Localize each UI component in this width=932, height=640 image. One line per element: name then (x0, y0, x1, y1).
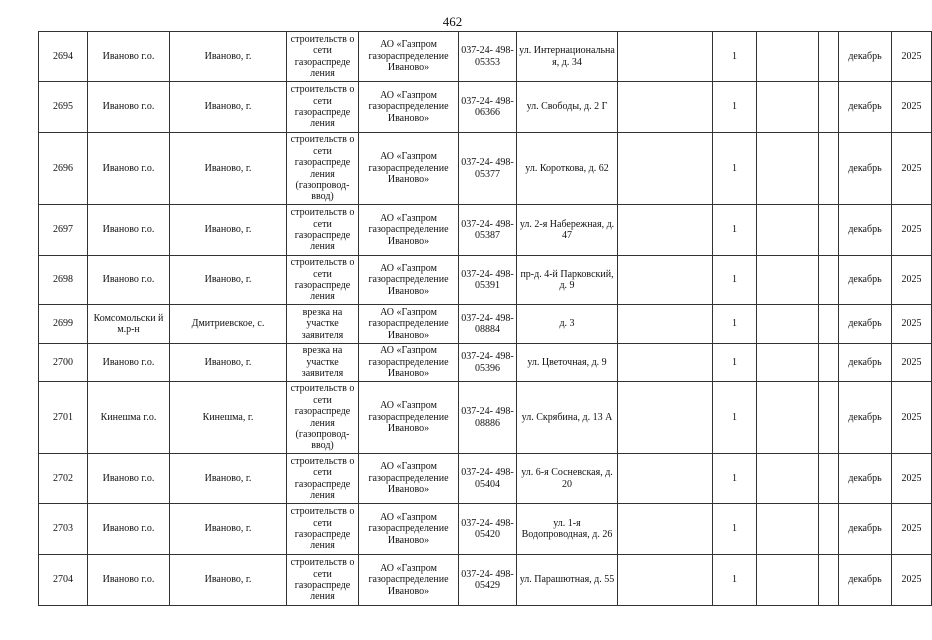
work-type-cell: врезка на участке заявителя (287, 305, 359, 344)
row-number-cell: 2695 (39, 82, 88, 133)
empty-cell (618, 555, 713, 606)
empty-cell (757, 32, 819, 82)
locality-cell: Иваново, г. (170, 82, 287, 133)
empty-cell (618, 32, 713, 82)
locality-cell: Иваново, г. (170, 205, 287, 256)
empty-cell (819, 305, 839, 344)
work-type-cell: врезка на участке заявителя (287, 344, 359, 382)
quantity-cell: 1 (713, 256, 757, 305)
empty-cell (757, 205, 819, 256)
empty-cell (618, 256, 713, 305)
month-cell: декабрь (839, 133, 892, 205)
quantity-cell: 1 (713, 32, 757, 82)
application-code-cell: 037-24- 498-05377 (459, 133, 517, 205)
empty-cell (819, 133, 839, 205)
district-cell: Иваново г.о. (88, 256, 170, 305)
quantity-cell: 1 (713, 344, 757, 382)
empty-cell (618, 344, 713, 382)
year-cell: 2025 (892, 256, 932, 305)
year-cell: 2025 (892, 344, 932, 382)
address-cell: ул. Свободы, д. 2 Г (517, 82, 618, 133)
empty-cell (819, 504, 839, 555)
month-cell: декабрь (839, 555, 892, 606)
month-cell: декабрь (839, 256, 892, 305)
table-row (39, 305, 932, 344)
organization-cell: АО «Газпром газораспределение Иваново» (359, 32, 459, 82)
address-cell: ул. Короткова, д. 62 (517, 133, 618, 205)
row-number-cell: 2698 (39, 256, 88, 305)
organization-cell: АО «Газпром газораспределение Иваново» (359, 82, 459, 133)
district-cell: Иваново г.о. (88, 504, 170, 555)
table-row (39, 82, 932, 133)
organization-cell: АО «Газпром газораспределение Иваново» (359, 382, 459, 454)
year-cell: 2025 (892, 454, 932, 504)
organization-cell: АО «Газпром газораспределение Иваново» (359, 344, 459, 382)
month-cell: декабрь (839, 504, 892, 555)
table-row (39, 344, 932, 382)
row-number-cell: 2704 (39, 555, 88, 606)
row-number-cell: 2700 (39, 344, 88, 382)
application-code-cell: 037-24- 498-05404 (459, 454, 517, 504)
quantity-cell: 1 (713, 504, 757, 555)
district-cell: Иваново г.о. (88, 82, 170, 133)
organization-cell: АО «Газпром газораспределение Иваново» (359, 555, 459, 606)
application-code-cell: 037-24- 498-05353 (459, 32, 517, 82)
locality-cell: Дмитриевское, с. (170, 305, 287, 344)
empty-cell (819, 205, 839, 256)
empty-cell (819, 454, 839, 504)
empty-cell (618, 205, 713, 256)
work-type-cell: строительств о сети газораспреде ления (287, 82, 359, 133)
table-row (39, 133, 932, 205)
district-cell: Кинешма г.о. (88, 382, 170, 454)
address-cell: ул. 1-я Водопроводная, д. 26 (517, 504, 618, 555)
year-cell: 2025 (892, 555, 932, 606)
empty-cell (819, 256, 839, 305)
year-cell: 2025 (892, 133, 932, 205)
month-cell: декабрь (839, 205, 892, 256)
address-cell: ул. 2-я Набережная, д. 47 (517, 205, 618, 256)
table-body (39, 32, 932, 606)
row-number-cell: 2696 (39, 133, 88, 205)
empty-cell (618, 82, 713, 133)
locality-cell: Иваново, г. (170, 454, 287, 504)
table-row (39, 504, 932, 555)
quantity-cell: 1 (713, 133, 757, 205)
locality-cell: Иваново, г. (170, 555, 287, 606)
empty-cell (618, 133, 713, 205)
empty-cell (618, 305, 713, 344)
year-cell: 2025 (892, 82, 932, 133)
locality-cell: Иваново, г. (170, 256, 287, 305)
empty-cell (757, 555, 819, 606)
work-type-cell: строительств о сети газораспреде ления (287, 32, 359, 82)
quantity-cell: 1 (713, 454, 757, 504)
district-cell: Иваново г.о. (88, 133, 170, 205)
application-code-cell: 037-24- 498-08884 (459, 305, 517, 344)
year-cell: 2025 (892, 205, 932, 256)
row-number-cell: 2699 (39, 305, 88, 344)
empty-cell (819, 382, 839, 454)
organization-cell: АО «Газпром газораспределение Иваново» (359, 205, 459, 256)
empty-cell (757, 256, 819, 305)
table-row (39, 555, 932, 606)
address-cell: пр-д. 4-й Парковский, д. 9 (517, 256, 618, 305)
year-cell: 2025 (892, 305, 932, 344)
district-cell: Иваново г.о. (88, 32, 170, 82)
table-row (39, 205, 932, 256)
organization-cell: АО «Газпром газораспределение Иваново» (359, 256, 459, 305)
application-code-cell: 037-24- 498-05396 (459, 344, 517, 382)
address-cell: ул. Интернациональна я, д. 34 (517, 32, 618, 82)
registry-table (38, 31, 932, 606)
year-cell: 2025 (892, 504, 932, 555)
empty-cell (819, 32, 839, 82)
organization-cell: АО «Газпром газораспределение Иваново» (359, 504, 459, 555)
district-cell: Иваново г.о. (88, 205, 170, 256)
work-type-cell: строительств о сети газораспреде ления (газопровод- ввод) (287, 133, 359, 205)
address-cell: ул. Скрябина, д. 13 А (517, 382, 618, 454)
work-type-cell: строительств о сети газораспреде ления (287, 454, 359, 504)
application-code-cell: 037-24- 498-08886 (459, 382, 517, 454)
work-type-cell: строительств о сети газораспреде ления (287, 555, 359, 606)
address-cell: ул. Парашютная, д. 55 (517, 555, 618, 606)
quantity-cell: 1 (713, 305, 757, 344)
empty-cell (757, 382, 819, 454)
row-number-cell: 2701 (39, 382, 88, 454)
address-cell: ул. 6-я Сосневская, д. 20 (517, 454, 618, 504)
empty-cell (618, 382, 713, 454)
month-cell: декабрь (839, 454, 892, 504)
locality-cell: Иваново, г. (170, 504, 287, 555)
locality-cell: Иваново, г. (170, 133, 287, 205)
row-number-cell: 2697 (39, 205, 88, 256)
year-cell: 2025 (892, 382, 932, 454)
application-code-cell: 037-24- 498-05387 (459, 205, 517, 256)
locality-cell: Иваново, г. (170, 32, 287, 82)
row-number-cell: 2703 (39, 504, 88, 555)
empty-cell (757, 82, 819, 133)
application-code-cell: 037-24- 498-06366 (459, 82, 517, 133)
work-type-cell: строительств о сети газораспреде ления (287, 256, 359, 305)
organization-cell: АО «Газпром газораспределение Иваново» (359, 133, 459, 205)
application-code-cell: 037-24- 498-05429 (459, 555, 517, 606)
locality-cell: Иваново, г. (170, 344, 287, 382)
empty-cell (618, 504, 713, 555)
empty-cell (618, 454, 713, 504)
empty-cell (757, 454, 819, 504)
empty-cell (819, 555, 839, 606)
district-cell: Иваново г.о. (88, 555, 170, 606)
work-type-cell: строительств о сети газораспреде ления (газопровод- ввод) (287, 382, 359, 454)
empty-cell (757, 344, 819, 382)
table-row (39, 32, 932, 82)
address-cell: ул. Цветочная, д. 9 (517, 344, 618, 382)
month-cell: декабрь (839, 305, 892, 344)
month-cell: декабрь (839, 82, 892, 133)
year-cell: 2025 (892, 32, 932, 82)
empty-cell (757, 305, 819, 344)
locality-cell: Кинешма, г. (170, 382, 287, 454)
month-cell: декабрь (839, 382, 892, 454)
table-row (39, 382, 932, 454)
empty-cell (757, 504, 819, 555)
district-cell: Иваново г.о. (88, 344, 170, 382)
quantity-cell: 1 (713, 205, 757, 256)
table-row (39, 256, 932, 305)
district-cell: Иваново г.о. (88, 454, 170, 504)
month-cell: декабрь (839, 32, 892, 82)
empty-cell (757, 133, 819, 205)
application-code-cell: 037-24- 498-05391 (459, 256, 517, 305)
district-cell: Комсомольски й м.р-н (88, 305, 170, 344)
row-number-cell: 2702 (39, 454, 88, 504)
quantity-cell: 1 (713, 555, 757, 606)
work-type-cell: строительств о сети газораспреде ления (287, 504, 359, 555)
quantity-cell: 1 (713, 382, 757, 454)
organization-cell: АО «Газпром газораспределение Иваново» (359, 305, 459, 344)
row-number-cell: 2694 (39, 32, 88, 82)
table-row (39, 454, 932, 504)
application-code-cell: 037-24- 498-05420 (459, 504, 517, 555)
address-cell: д. 3 (517, 305, 618, 344)
quantity-cell: 1 (713, 82, 757, 133)
work-type-cell: строительств о сети газораспреде ления (287, 205, 359, 256)
page-number: 462 (442, 14, 463, 29)
empty-cell (819, 344, 839, 382)
month-cell: декабрь (839, 344, 892, 382)
organization-cell: АО «Газпром газораспределение Иваново» (359, 454, 459, 504)
empty-cell (819, 82, 839, 133)
